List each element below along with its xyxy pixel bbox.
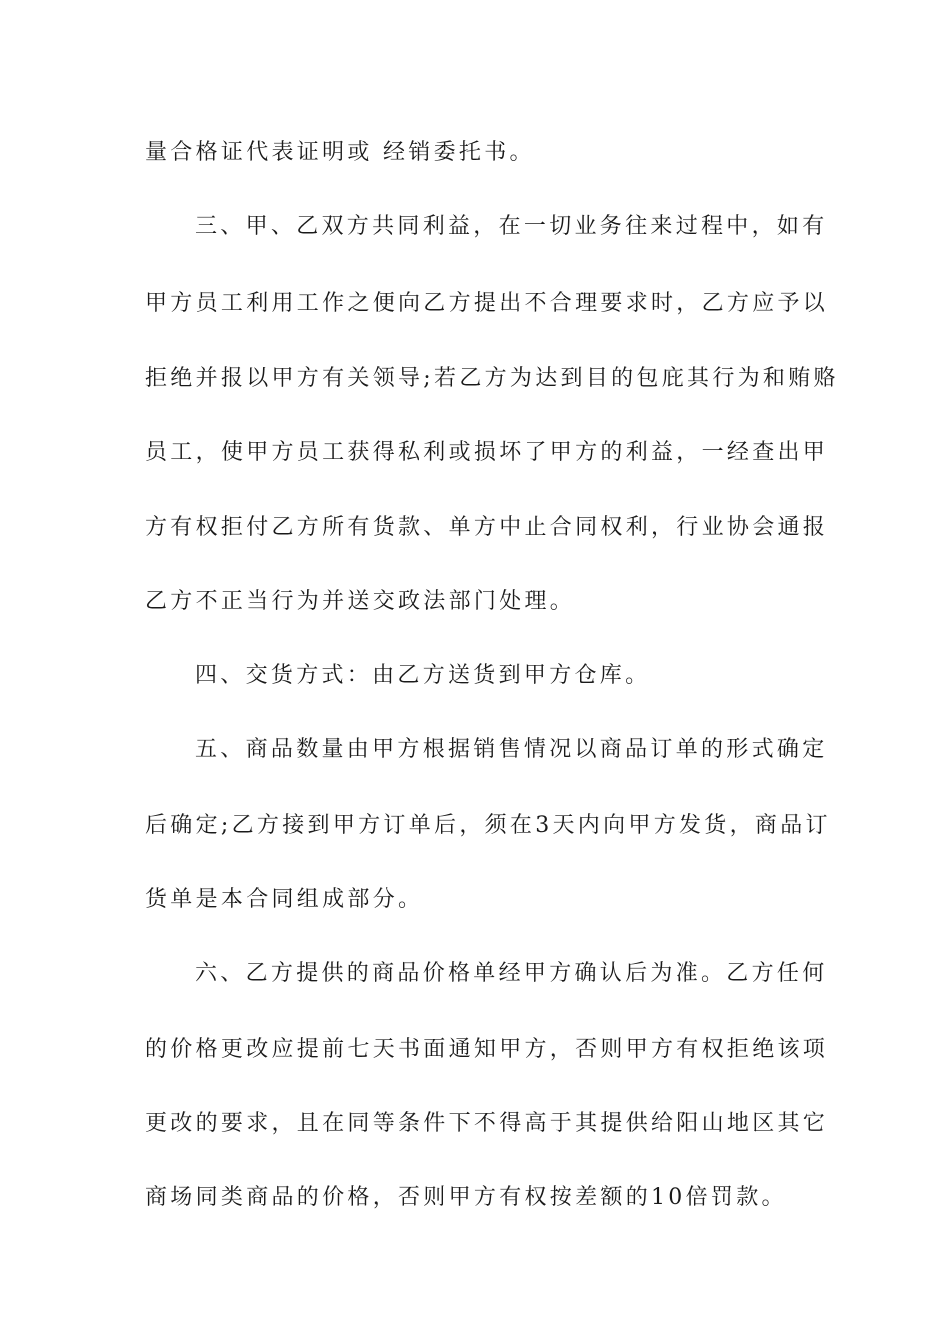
text-line: 货单是本合同组成部分。 (145, 887, 424, 912)
clause-6-line: 六、乙方提供的商品价格单经甲方确认后为准。乙方任何 (195, 961, 828, 986)
text-line: 的价格更改应提前七天书面通知甲方，否则甲方有权拒绝该项 (145, 1037, 829, 1062)
text-line: 员工，使甲方员工获得私利或损坏了甲方的利益，一经查出甲 (145, 440, 829, 465)
text-line: 方有权拒付乙方所有货款、单方中止合同权利，行业协会通报 (145, 515, 829, 540)
text-line: 乙方不正当行为并送交政法部门处理。 (145, 589, 576, 614)
text-line: 甲方员工利用工作之便向乙方提出不合理要求时，乙方应予以 (145, 291, 829, 316)
clause-5-line: 五、商品数量由甲方根据销售情况以商品订单的形式确定 (195, 737, 828, 762)
text-line: 拒绝并报以甲方有关领导;若乙方为达到目的包庇其行为和贿赂 (145, 366, 839, 391)
text-line: 后确定;乙方接到甲方订单后，须在3天内向甲方发货，商品订 (145, 813, 831, 838)
clause-3-line: 三、甲、乙双方共同利益，在一切业务往来过程中，如有 (195, 214, 828, 239)
text-line: 商场同类商品的价格，否则甲方有权按差额的10倍罚款。 (145, 1185, 787, 1210)
clause-4-line: 四、交货方式：由乙方送货到甲方仓库。 (195, 663, 651, 688)
text-line: 更改的要求，且在同等条件下不得高于其提供给阳山地区其它 (145, 1111, 829, 1136)
text-line: 量合格证代表证明或 经销委托书。 (145, 140, 535, 165)
